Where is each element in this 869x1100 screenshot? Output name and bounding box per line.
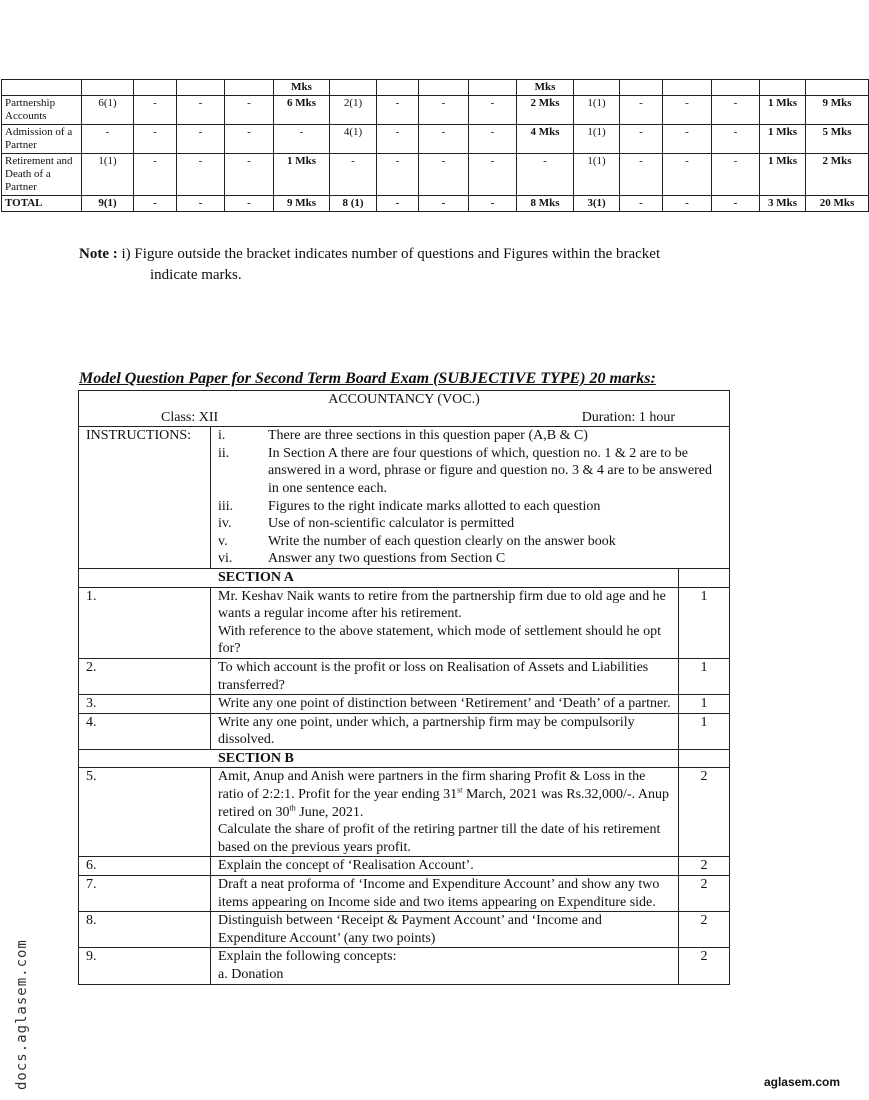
- blueprint-cell: [469, 80, 517, 96]
- blueprint-cell: -: [620, 125, 663, 154]
- blueprint-cell: -: [620, 196, 663, 212]
- question-row: [79, 695, 730, 714]
- blueprint-topic: Admission of a Partner: [2, 125, 82, 154]
- blueprint-cell: -: [377, 196, 419, 212]
- blueprint-row: [2, 125, 869, 154]
- instruction-item: [218, 550, 722, 568]
- empty-cell: [679, 568, 730, 587]
- instruction-item: [218, 515, 722, 533]
- question-number: 8.: [79, 912, 211, 948]
- blueprint-cell: -: [663, 154, 712, 196]
- blueprint-row: [2, 80, 869, 96]
- blueprint-cell: 1(1): [574, 125, 620, 154]
- text-span: March, 2021 was Rs.32,000/-. Anup retired on 30: [218, 787, 669, 820]
- blueprint-row: [2, 154, 869, 196]
- blueprint-cell: 4(1): [330, 125, 377, 154]
- note-colon: :: [112, 246, 118, 262]
- blueprint-cell: 9 Mks: [806, 96, 869, 125]
- instruction-number: i.: [218, 428, 226, 444]
- blueprint-cell: 8 Mks: [517, 196, 574, 212]
- blueprint-cell: -: [712, 96, 760, 125]
- question-marks: 2: [679, 948, 730, 984]
- superscript: st: [457, 785, 463, 795]
- instruction-item: [218, 498, 722, 516]
- superscript: th: [289, 803, 296, 812]
- blueprint-cell: 2 Mks: [517, 96, 574, 125]
- paper-title: Model Question Paper for Second Term Board Exam (SUBJECTIVE TYPE) 20 marks:: [79, 370, 656, 387]
- instruction-number: vi.: [218, 551, 233, 567]
- blueprint-cell: -: [274, 125, 330, 154]
- header-row: [79, 391, 730, 427]
- note: [79, 244, 759, 286]
- blueprint-cell: -: [225, 125, 274, 154]
- instruction-text: Use of non-scientific calculator is permitted: [268, 516, 515, 532]
- blueprint-cell: -: [330, 154, 377, 196]
- question-text: [211, 768, 679, 857]
- blueprint-cell: 9(1): [82, 196, 134, 212]
- blueprint-cell: -: [419, 96, 469, 125]
- blueprint-cell: 2 Mks: [806, 154, 869, 196]
- blueprint-row: [2, 96, 869, 125]
- blueprint-cell: [620, 80, 663, 96]
- blueprint-cell: -: [134, 196, 177, 212]
- question-text-part: Mr. Keshav Naik wants to retire from the partnership firm due to old age and he wants a regular income after his retirement.: [218, 588, 666, 622]
- blueprint-cell: -: [469, 196, 517, 212]
- blueprint-cell: -: [225, 196, 274, 212]
- instruction-number: iv.: [218, 516, 232, 532]
- section-b-row: [79, 749, 730, 768]
- question-text: Write any one point of distinction between ‘Retirement’ and ‘Death’ of a partner.: [211, 695, 679, 714]
- blueprint-cell: 1(1): [574, 96, 620, 125]
- blueprint-cell: [712, 80, 760, 96]
- blueprint-cell: 1(1): [574, 154, 620, 196]
- blueprint-cell: -: [419, 125, 469, 154]
- blueprint-cell: [330, 80, 377, 96]
- question-marks: 2: [679, 912, 730, 948]
- question-text-part: a. Donation: [218, 967, 284, 982]
- section-b-heading: SECTION B: [79, 749, 679, 768]
- instructions-label: INSTRUCTIONS:: [79, 427, 211, 569]
- blueprint-cell: -: [620, 96, 663, 125]
- question-text: Write any one point, under which, a partnership firm may be compulsorily dissolved.: [211, 713, 679, 749]
- instruction-number: iii.: [218, 498, 234, 514]
- blueprint-cell: 2(1): [330, 96, 377, 125]
- blueprint-cell: 1 Mks: [760, 96, 806, 125]
- question-marks: 2: [679, 876, 730, 912]
- blueprint-cell: -: [419, 154, 469, 196]
- blueprint-cell: 4 Mks: [517, 125, 574, 154]
- text-span: Amit, Anup and Anish were partners in the firm sharing Profit & Loss in the ratio of 2:2:1. Profit for the year ending 31: [218, 769, 646, 803]
- note-line-2: indicate marks.: [150, 267, 242, 283]
- blueprint-cell: 20 Mks: [806, 196, 869, 212]
- question-text-part: [218, 768, 671, 821]
- question-row: [79, 876, 730, 912]
- question-marks: 2: [679, 768, 730, 857]
- question-number: 9.: [79, 948, 211, 984]
- blueprint-topic: [2, 80, 82, 96]
- blueprint-cell: [419, 80, 469, 96]
- blueprint-cell: -: [419, 196, 469, 212]
- question-text: Explain the concept of ‘Realisation Account’.: [211, 857, 679, 876]
- blueprint-cell: [574, 80, 620, 96]
- blueprint-cell: -: [469, 125, 517, 154]
- blueprint-cell: -: [377, 125, 419, 154]
- section-a-heading: SECTION A: [79, 568, 679, 587]
- instruction-item: [218, 533, 722, 551]
- blueprint-cell: -: [225, 96, 274, 125]
- blueprint-cell: 1 Mks: [274, 154, 330, 196]
- blueprint-cell: -: [177, 125, 225, 154]
- question-text-part: Explain the following concepts:: [218, 949, 397, 965]
- question-row: [79, 587, 730, 658]
- question-marks: 1: [679, 713, 730, 749]
- instruction-item: [218, 445, 722, 498]
- blueprint-cell: -: [712, 125, 760, 154]
- blueprint-topic: TOTAL: [2, 196, 82, 212]
- side-watermark: docs.aglasem.com: [14, 939, 30, 1090]
- blueprint-cell: -: [712, 154, 760, 196]
- question-number: 3.: [79, 695, 211, 714]
- blueprint-cell: -: [134, 96, 177, 125]
- question-marks: 1: [679, 658, 730, 694]
- blueprint-cell: -: [663, 96, 712, 125]
- blueprint-cell: [806, 80, 869, 96]
- class-label: Class: XII: [161, 409, 219, 425]
- instructions-list: [218, 427, 722, 568]
- question-number: 1.: [79, 587, 211, 658]
- question-number: 4.: [79, 713, 211, 749]
- blueprint-cell: [134, 80, 177, 96]
- blueprint-cell: 1(1): [82, 154, 134, 196]
- blueprint-cell: 6(1): [82, 96, 134, 125]
- blueprint-table: [1, 79, 869, 212]
- instruction-text: Write the number of each question clearly on the answer book: [268, 533, 616, 549]
- text-span: June, 2021.: [295, 804, 364, 820]
- blueprint-cell: [225, 80, 274, 96]
- empty-cell: [679, 749, 730, 768]
- duration-label: Duration: 1 hour: [581, 409, 676, 425]
- blueprint-cell: [82, 80, 134, 96]
- blueprint-topic: Retirement and Death of a Partner: [2, 154, 82, 196]
- question-row: [79, 768, 730, 857]
- question-text: [211, 948, 679, 984]
- blueprint-cell: -: [469, 154, 517, 196]
- blueprint-cell: -: [517, 154, 574, 196]
- blueprint-cell: -: [663, 196, 712, 212]
- blueprint-cell: -: [134, 125, 177, 154]
- question-number: 6.: [79, 857, 211, 876]
- blueprint-cell: 8 (1): [330, 196, 377, 212]
- brand-watermark: aglasem.com: [763, 1075, 840, 1089]
- blueprint-cell: 5 Mks: [806, 125, 869, 154]
- section-a-row: [79, 568, 730, 587]
- blueprint-cell: -: [225, 154, 274, 196]
- question-row: [79, 713, 730, 749]
- blueprint-cell: -: [469, 96, 517, 125]
- instruction-text: In Section A there are four questions of which, question no. 1 & 2 are to be answered in a word, phrase or figure and question no. 3 & 4 are to be answered in one sentence each.: [268, 445, 712, 496]
- blueprint-cell: -: [377, 96, 419, 125]
- question-marks: 2: [679, 857, 730, 876]
- blueprint-cell: -: [663, 125, 712, 154]
- question-number: 2.: [79, 658, 211, 694]
- blueprint-cell: [663, 80, 712, 96]
- blueprint-cell: -: [177, 154, 225, 196]
- blueprint-cell: 3(1): [574, 196, 620, 212]
- question-number: 7.: [79, 876, 211, 912]
- blueprint-cell: [177, 80, 225, 96]
- blueprint-cell: -: [82, 125, 134, 154]
- blueprint-cell: 9 Mks: [274, 196, 330, 212]
- blueprint-cell: -: [712, 196, 760, 212]
- blueprint-cell: 3 Mks: [760, 196, 806, 212]
- instruction-item: [218, 427, 722, 445]
- question-row: [79, 948, 730, 984]
- instruction-number: ii.: [218, 445, 230, 461]
- instruction-text: There are three sections in this question paper (A,B & C): [268, 428, 588, 444]
- question-text: Distinguish between ‘Receipt & Payment Account’ and ‘Income and Expenditure Account’ (any two points): [211, 912, 679, 948]
- note-line-1: i) Figure outside the bracket indicates number of questions and Figures within the bracket: [121, 246, 661, 262]
- blueprint-cell: [760, 80, 806, 96]
- blueprint-cell: Mks: [517, 80, 574, 96]
- question-number: 5.: [79, 768, 211, 857]
- blueprint-cell: Mks: [274, 80, 330, 96]
- blueprint-cell: -: [134, 154, 177, 196]
- blueprint-cell: -: [377, 154, 419, 196]
- blueprint-topic: Partnership Accounts: [2, 96, 82, 125]
- blueprint-row: [2, 196, 869, 212]
- instruction-text: Figures to the right indicate marks allotted to each question: [268, 498, 601, 514]
- question-paper-table: [78, 390, 730, 985]
- question-marks: 1: [679, 587, 730, 658]
- instruction-number: v.: [218, 533, 228, 549]
- instructions-cell: [211, 427, 730, 569]
- question-text: To which account is the profit or loss on Realisation of Assets and Liabilities transferred?: [211, 658, 679, 694]
- header-cell: [79, 391, 730, 427]
- blueprint-cell: 1 Mks: [760, 154, 806, 196]
- blueprint-cell: 1 Mks: [760, 125, 806, 154]
- question-row: [79, 658, 730, 694]
- blueprint-cell: 6 Mks: [274, 96, 330, 125]
- question-text: [211, 587, 679, 658]
- blueprint-cell: -: [177, 196, 225, 212]
- question-row: [79, 912, 730, 948]
- question-text-part: Calculate the share of profit of the retiring partner till the date of his retirement based on the previous years profit.: [218, 822, 661, 855]
- question-text: Draft a neat proforma of ‘Income and Expenditure Account’ and show any two items appearing on Income side and two items appearing on Expenditure side.: [211, 876, 679, 912]
- subject-title: ACCOUNTANCY (VOC.): [328, 392, 480, 407]
- blueprint-cell: [377, 80, 419, 96]
- instruction-text: Answer any two questions from Section C: [268, 551, 506, 567]
- question-row: [79, 857, 730, 876]
- note-label: Note: [79, 246, 109, 262]
- question-text-part: With reference to the above statement, which mode of settlement should he opt for?: [218, 623, 662, 657]
- blueprint-cell: -: [620, 154, 663, 196]
- instructions-row: [79, 427, 730, 569]
- blueprint-cell: -: [177, 96, 225, 125]
- question-marks: 1: [679, 695, 730, 714]
